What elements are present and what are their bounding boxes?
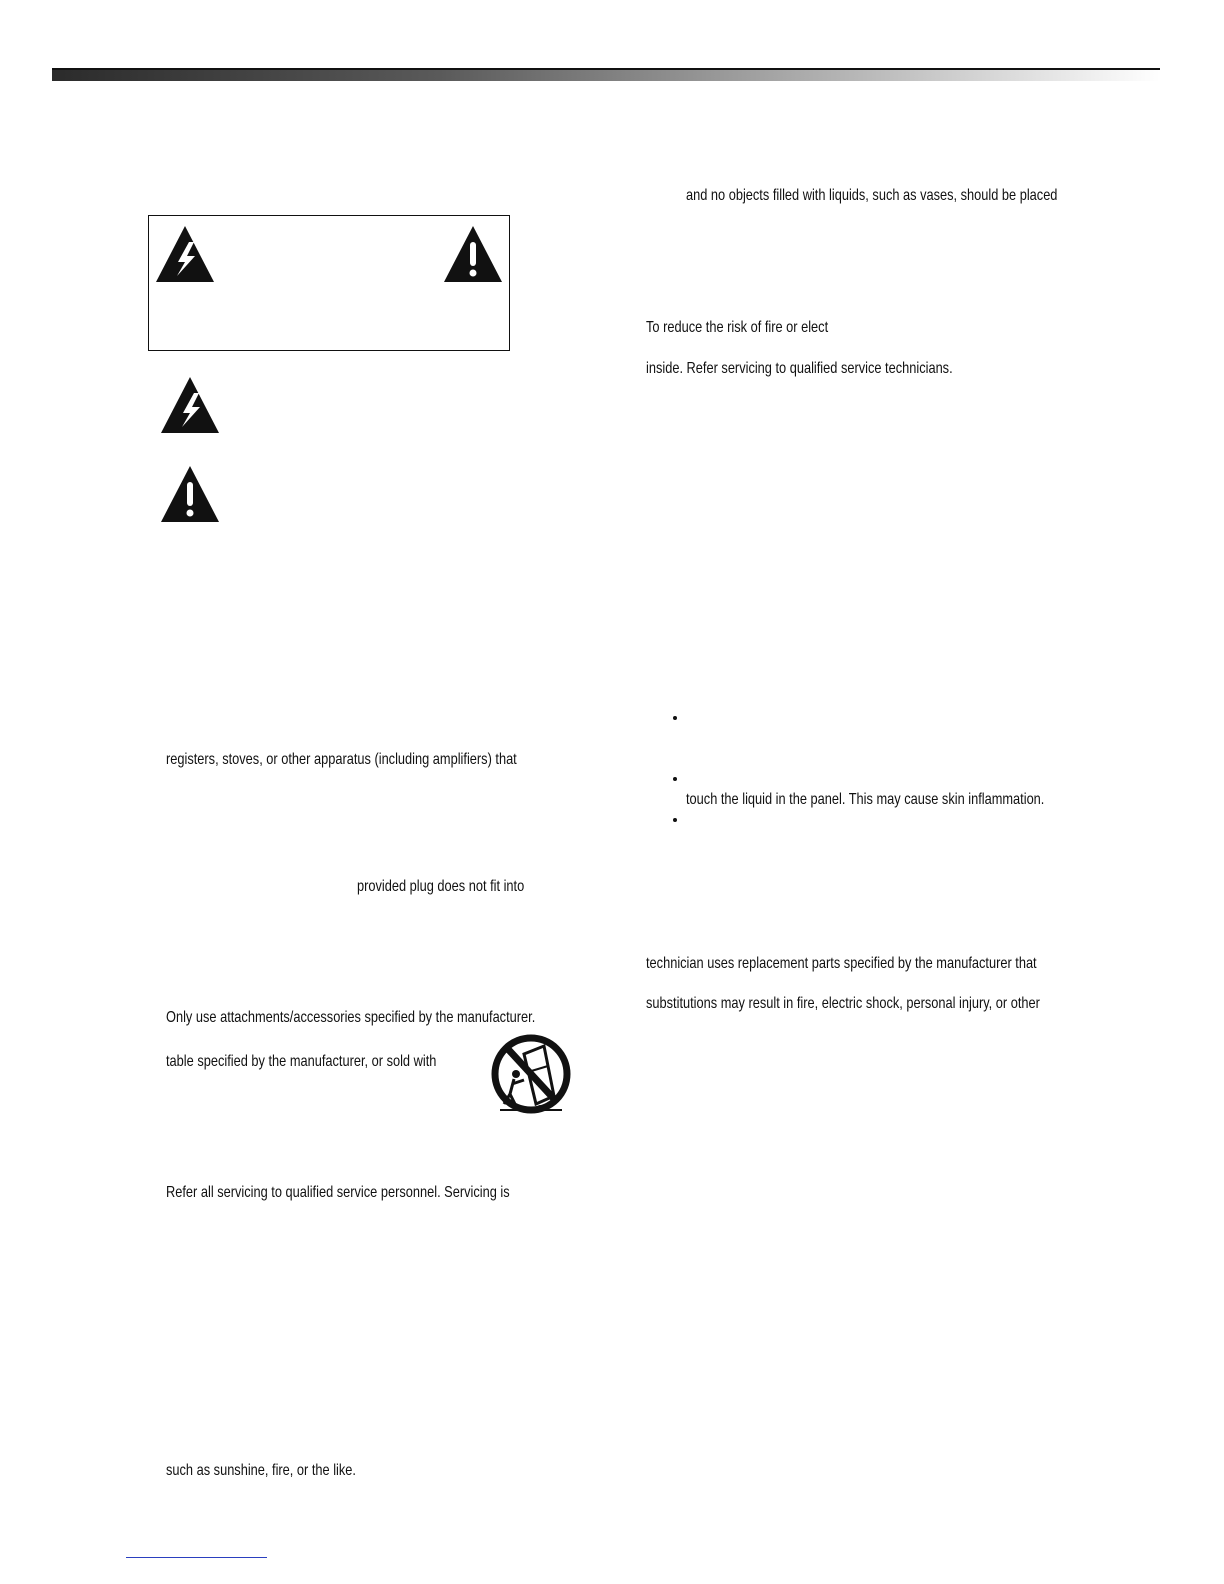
no-cart-tip-over-icon <box>490 1034 574 1116</box>
right-text-technician: technician uses replacement parts specified by the manufacturer that <box>646 955 1037 972</box>
bullet-dot <box>673 716 677 720</box>
right-text-reduce-risk: To reduce the risk of fire or elect <box>646 319 829 336</box>
bullet-dot <box>673 777 677 781</box>
exclamation-warning-icon <box>159 464 221 524</box>
left-text-plug: provided plug does not fit into <box>357 878 525 895</box>
header-rule <box>52 68 1160 70</box>
lightning-warning-icon <box>154 224 216 284</box>
left-text-sunshine: such as sunshine, fire, or the like. <box>166 1462 356 1479</box>
left-text-attachments: Only use attachments/accessories specified by the manufacturer. <box>166 1009 536 1026</box>
right-text-touch-liquid: touch the liquid in the panel. This may cause skin inflammation. <box>686 791 1045 808</box>
left-text-servicing: Refer all servicing to qualified service personnel. Servicing is <box>166 1184 510 1201</box>
right-text-substitutions: substitutions may result in fire, electric shock, personal injury, or other <box>646 995 1040 1012</box>
right-text-liquids: and no objects filled with liquids, such as vases, should be placed <box>686 187 1058 204</box>
footer-link-underline <box>126 1557 267 1558</box>
right-text-inside: inside. Refer servicing to qualified service technicians. <box>646 360 953 377</box>
exclamation-warning-icon <box>442 224 504 284</box>
left-text-registers: registers, stoves, or other apparatus (including amplifiers) that <box>166 751 517 768</box>
lightning-warning-icon <box>159 375 221 435</box>
bullet-dot <box>673 818 677 822</box>
left-text-table: table specified by the manufacturer, or sold with <box>166 1053 437 1070</box>
